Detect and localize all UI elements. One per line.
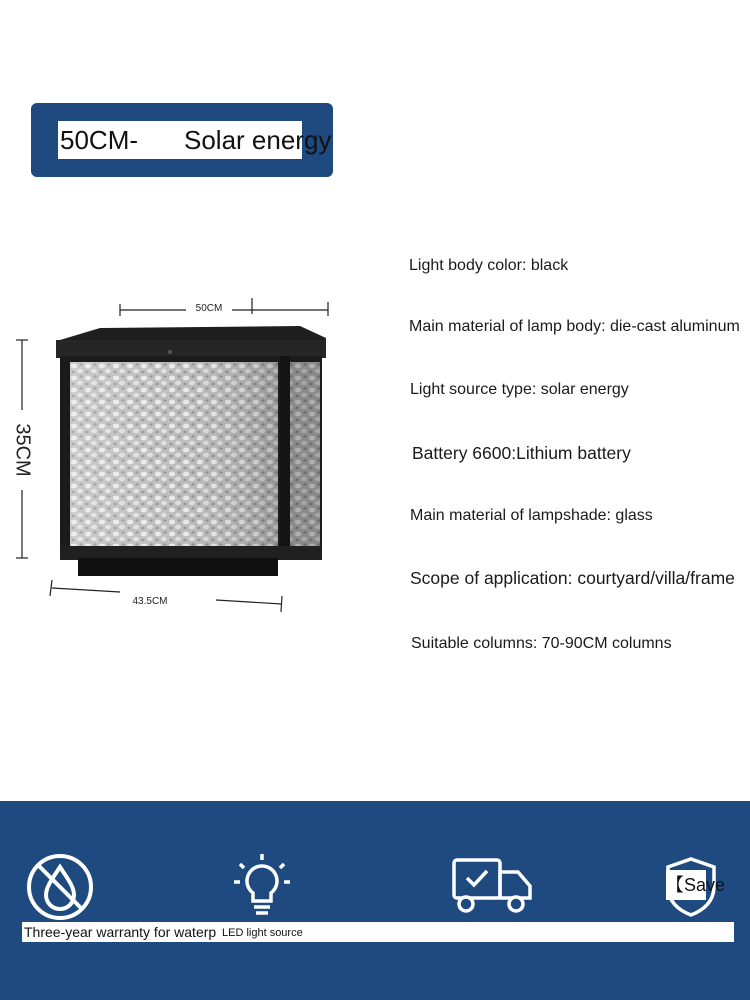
spec-light-source: Light source type: solar energy [410, 381, 629, 398]
dimension-top [120, 298, 328, 316]
spec-shade-material: Main material of lampshade: glass [410, 507, 653, 524]
size-label: 50CM- [58, 121, 182, 159]
dimension-bottom [50, 580, 282, 612]
dim-bottom-label: 43.5CM [132, 596, 168, 607]
feature-band [0, 801, 750, 1000]
feature-caption-warranty: Three-year warranty for waterp [24, 924, 217, 940]
spec-battery: Battery 6600:Lithium battery [412, 443, 631, 463]
feature-caption-save: 【Save [666, 870, 706, 900]
waterproof-drop-icon [24, 851, 96, 928]
dim-top-label: 50CM [195, 303, 223, 314]
lamp-body [56, 326, 326, 576]
dim-height-label: 35CM [11, 423, 34, 477]
spec-application: Scope of application: courtyard/villa/frame [410, 568, 735, 588]
led-bulb-icon [230, 852, 294, 925]
type-label: Solar energy [182, 121, 302, 159]
feature-caption-led: LED light source [222, 927, 303, 939]
delivery-truck-icon [450, 856, 534, 921]
lamp-diagram [0, 290, 360, 630]
spec-columns: Suitable columns: 70-90CM columns [411, 635, 672, 652]
dimension-height [10, 340, 34, 558]
spec-body-color: Light body color: black [409, 257, 569, 274]
spec-body-material: Main material of lamp body: die-cast aluminum [409, 318, 740, 335]
